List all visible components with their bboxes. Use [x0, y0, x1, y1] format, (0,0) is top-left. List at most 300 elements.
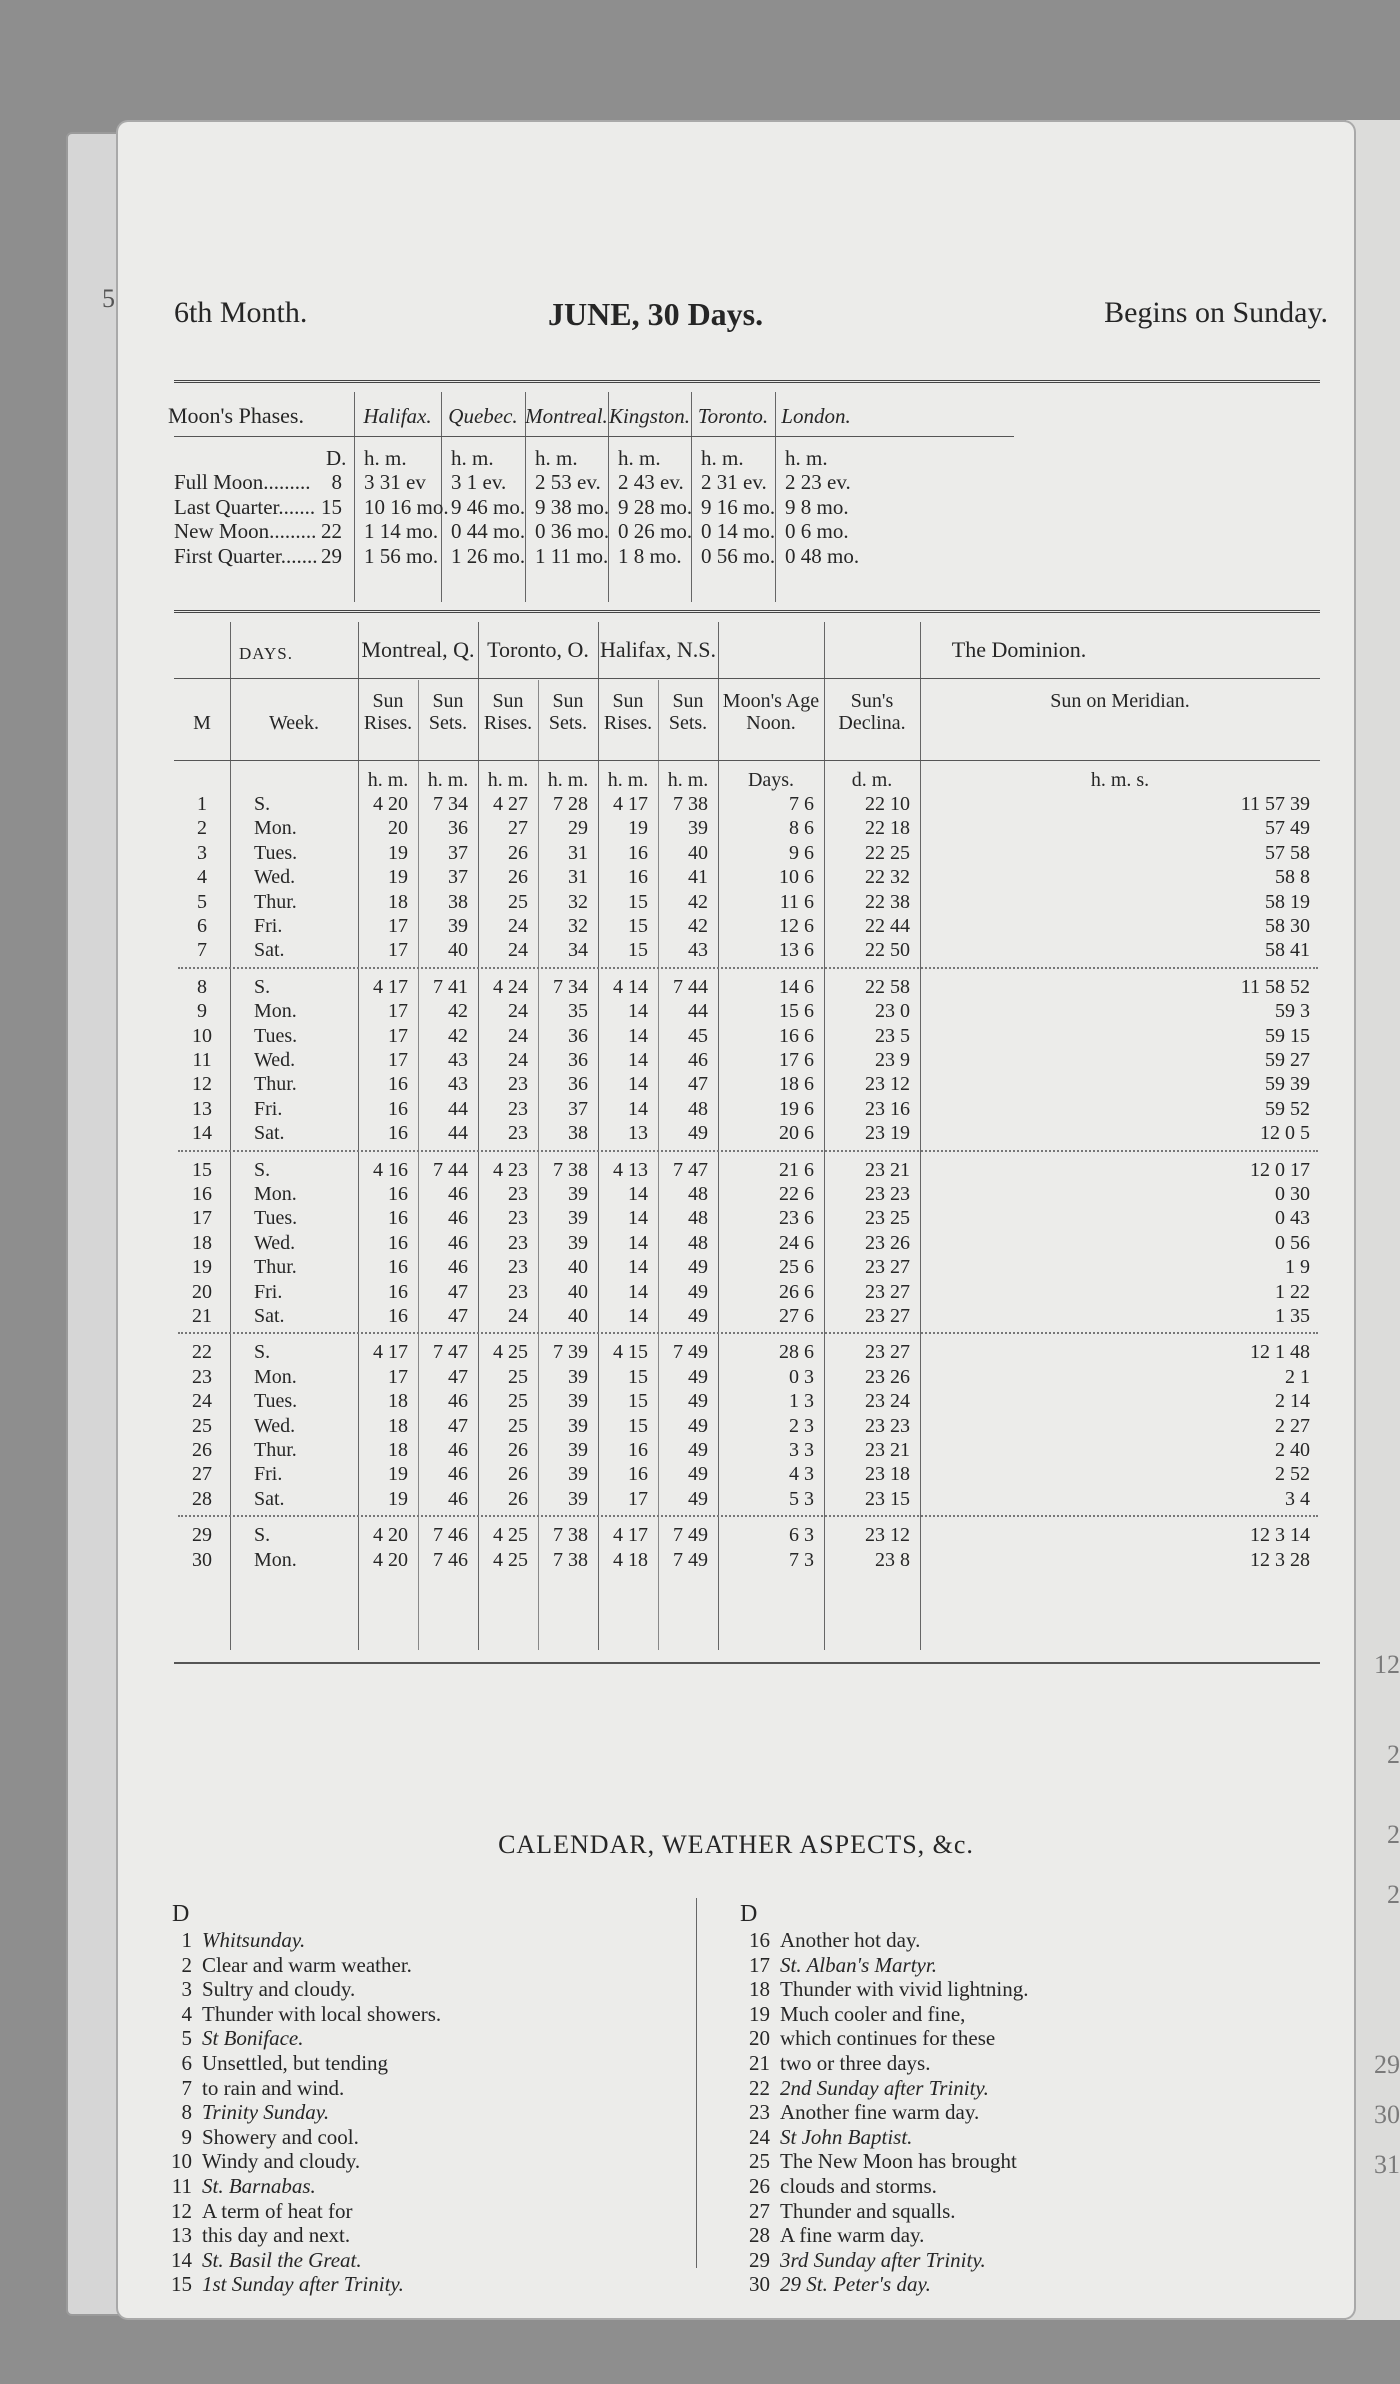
- table-cell: 23 23: [865, 1414, 910, 1437]
- table-cell: 19 6: [779, 1097, 814, 1120]
- calendar-day-number: 29: [749, 2247, 770, 2272]
- table-cell: 39: [688, 817, 708, 840]
- unit-label: h. m.: [667, 769, 709, 791]
- table-cell: 15: [628, 890, 648, 913]
- table-cell: 7 49: [673, 1524, 708, 1547]
- table-cell: 42: [448, 1000, 468, 1023]
- table-cell: 15 6: [779, 1000, 814, 1023]
- phase-time: 1 11 mo.: [535, 543, 609, 568]
- phase-name: Last Quarter.......: [174, 494, 316, 519]
- table-cell: 8 6: [789, 817, 814, 840]
- calendar-note: 3rd Sunday after Trinity.: [780, 2247, 986, 2272]
- week-separator: [178, 1515, 1318, 1517]
- table-cell: 4 17: [613, 793, 648, 815]
- table-cell: 3: [197, 841, 207, 864]
- table-cell: 7 34: [433, 793, 468, 815]
- table-cell: 2 27: [1275, 1414, 1310, 1437]
- days-group-header: DAYS.: [239, 644, 293, 663]
- table-cell: 16: [388, 1073, 408, 1096]
- table-cell: 36: [448, 817, 468, 840]
- city-header: Montreal.: [525, 404, 608, 428]
- table-cell: 46: [448, 1183, 468, 1205]
- unit-label: h. m.: [547, 769, 589, 791]
- table-cell: 14: [628, 1024, 648, 1047]
- table-cell: 14: [628, 1305, 648, 1327]
- column-divider: [696, 1898, 697, 2268]
- city-header: Kingston.: [608, 404, 691, 428]
- table-cell: 14: [628, 1256, 648, 1279]
- table-cell: 25: [508, 1365, 528, 1388]
- table-cell: 6 3: [789, 1524, 814, 1547]
- table-cell: 23 26: [865, 1231, 910, 1254]
- table-cell: 12 3 14: [1250, 1524, 1310, 1547]
- table-cell: 48: [688, 1207, 708, 1230]
- column-header: Sun Sets.: [668, 690, 708, 734]
- table-cell: 42: [688, 915, 708, 937]
- table-cell: 9 6: [789, 841, 814, 864]
- calendar-day-number: 22: [749, 2075, 770, 2100]
- table-cell: 22 25: [865, 841, 910, 864]
- table-cell: 47: [448, 1414, 468, 1437]
- calendar-note: Trinity Sunday.: [202, 2100, 330, 2125]
- table-cell: 14: [628, 1000, 648, 1023]
- calendar-day-number: 16: [749, 1928, 770, 1952]
- table-cell: S.: [254, 793, 271, 815]
- table-cell: 4: [197, 866, 207, 889]
- table-cell: 35: [568, 1000, 588, 1023]
- table-cell: 37: [448, 866, 468, 889]
- margin-number: 2: [1387, 1880, 1400, 1909]
- phase-time: 0 44 mo.: [451, 519, 526, 543]
- table-cell: 1 22: [1275, 1280, 1310, 1303]
- table-cell: Mon.: [254, 1365, 297, 1388]
- table-cell: 46: [688, 1049, 708, 1071]
- table-cell: 24 6: [779, 1231, 814, 1254]
- table-cell: 23 27: [865, 1341, 910, 1364]
- table-cell: 29: [192, 1524, 212, 1547]
- phase-name: New Moon.........: [174, 519, 317, 543]
- calendar-note: St Boniface.: [202, 2026, 304, 2051]
- table-cell: 7 46: [433, 1524, 468, 1547]
- table-cell: 23: [192, 1365, 212, 1388]
- calendar-day-number: 10: [171, 2149, 192, 2174]
- divider: [174, 1662, 1320, 1664]
- phase-time: 0 14 mo.: [701, 519, 776, 543]
- table-cell: 46: [448, 1487, 468, 1510]
- table-cell: 22 58: [865, 975, 910, 998]
- table-cell: 23: [508, 1122, 528, 1145]
- phase-time: 2 53 ev.: [535, 470, 601, 494]
- table-cell: 29: [568, 817, 588, 840]
- table-cell: 25 6: [779, 1256, 814, 1279]
- column-header: Sun Rises.: [603, 690, 653, 734]
- table-cell: Wed.: [254, 1414, 296, 1437]
- hm-label: h. m.: [535, 446, 578, 470]
- table-cell: 46: [448, 1390, 468, 1413]
- table-cell: 7 6: [789, 793, 814, 815]
- calendar-day-number: 14: [171, 2247, 192, 2272]
- table-cell: 7 38: [673, 793, 708, 815]
- table-cell: 12 0 17: [1250, 1158, 1310, 1181]
- table-cell: 43: [448, 1049, 468, 1071]
- table-cell: 59 27: [1265, 1049, 1310, 1071]
- table-cell: 14 6: [779, 975, 814, 998]
- divider: [174, 436, 1014, 437]
- table-cell: Tues.: [254, 1390, 298, 1413]
- table-cell: 15: [628, 1414, 648, 1437]
- phase-day: 22: [321, 519, 342, 543]
- table-cell: 7 47: [433, 1341, 468, 1364]
- table-cell: Tues.: [254, 841, 298, 864]
- calendar-note: 1st Sunday after Trinity.: [202, 2272, 404, 2297]
- table-cell: 43: [448, 1073, 468, 1096]
- table-cell: 25: [508, 1390, 528, 1413]
- phase-time: 0 6 mo.: [785, 519, 849, 543]
- table-cell: 24: [508, 939, 528, 962]
- table-cell: 4 23: [493, 1158, 528, 1181]
- table-cell: 16: [388, 1256, 408, 1279]
- calendar-note: Whitsunday.: [202, 1928, 306, 1952]
- table-cell: 46: [448, 1256, 468, 1279]
- calendar-note: St. Barnabas.: [202, 2174, 316, 2198]
- table-cell: 23 18: [865, 1463, 910, 1486]
- table-cell: 23: [508, 1097, 528, 1120]
- table-cell: 14: [192, 1122, 212, 1145]
- table-cell: 20 6: [779, 1122, 814, 1145]
- week-separator: [178, 1150, 1318, 1152]
- table-cell: 18: [388, 1439, 408, 1461]
- table-cell: 4 20: [373, 793, 408, 815]
- table-cell: 1 35: [1275, 1305, 1310, 1327]
- column-header: Sun Rises.: [363, 690, 413, 734]
- phase-time: 0 36 mo.: [535, 519, 610, 543]
- table-cell: 1 3: [789, 1390, 814, 1413]
- almanac-page: [118, 122, 1354, 2318]
- table-cell: 23: [508, 1207, 528, 1230]
- unit-label: h. m.: [367, 769, 409, 791]
- table-cell: 4 27: [493, 793, 528, 815]
- phase-time: 0 48 mo.: [785, 543, 860, 568]
- table-cell: 57 49: [1265, 817, 1310, 840]
- table-cell: 39: [568, 1365, 588, 1388]
- table-cell: 19: [192, 1256, 212, 1279]
- table-cell: 17: [388, 1365, 408, 1388]
- table-cell: 59 15: [1265, 1024, 1310, 1047]
- table-cell: 3 4: [1285, 1487, 1310, 1510]
- margin-number: 29: [1374, 2050, 1400, 2079]
- calendar-note: Another hot day.: [780, 1928, 921, 1952]
- table-cell: Tues.: [254, 1207, 298, 1230]
- table-cell: Wed.: [254, 1231, 296, 1254]
- table-cell: 39: [568, 1414, 588, 1437]
- table-cell: Sat.: [254, 1487, 285, 1510]
- table-cell: 37: [448, 841, 468, 864]
- table-cell: 22 32: [865, 866, 910, 889]
- table-cell: 7 44: [433, 1158, 468, 1181]
- table-cell: 20: [388, 817, 408, 840]
- table-cell: 17 6: [779, 1049, 814, 1071]
- hm-label: h. m.: [364, 446, 407, 470]
- divider: [174, 760, 1320, 761]
- table-cell: Sat.: [254, 1122, 285, 1145]
- table-cell: 49: [688, 1390, 708, 1413]
- calendar-day-number: 30: [749, 2272, 770, 2297]
- table-cell: 16: [388, 1280, 408, 1303]
- calendar-note: two or three days.: [780, 2051, 931, 2075]
- calendar-day-number: 9: [181, 2124, 192, 2149]
- table-cell: 7 38: [553, 1158, 588, 1181]
- table-cell: 11 57 39: [1240, 793, 1310, 815]
- city-header: Toronto.: [697, 404, 769, 428]
- table-cell: 16: [388, 1122, 408, 1145]
- table-cell: 32: [568, 915, 588, 937]
- phase-time: 9 38 mo.: [535, 494, 610, 519]
- table-cell: 23: [508, 1073, 528, 1096]
- table-cell: 23: [508, 1280, 528, 1303]
- table-cell: 12 3 28: [1250, 1548, 1310, 1571]
- table-cell: 16: [388, 1183, 408, 1205]
- hm-label: h. m.: [618, 446, 661, 470]
- calendar-note: Showery and cool.: [202, 2124, 359, 2149]
- table-cell: 22 44: [865, 915, 910, 937]
- table-cell: 8: [197, 975, 207, 998]
- table-cell: Mon.: [254, 817, 297, 840]
- table-cell: S.: [254, 975, 271, 998]
- calendar-note: Clear and warm weather.: [202, 1952, 412, 1977]
- table-cell: 16: [628, 1439, 648, 1461]
- table-cell: 18: [192, 1231, 212, 1254]
- table-cell: 21: [192, 1305, 212, 1327]
- table-cell: 18 6: [779, 1073, 814, 1096]
- divider: [174, 610, 1320, 613]
- table-cell: 4 25: [493, 1548, 528, 1571]
- table-cell: Mon.: [254, 1183, 297, 1205]
- divider: [174, 678, 1320, 679]
- column-header: Sun Sets.: [548, 690, 588, 734]
- table-cell: 14: [628, 1207, 648, 1230]
- calendar-note: Thunder with vivid lightning.: [780, 1977, 1029, 2002]
- table-cell: Fri.: [254, 915, 283, 937]
- left-page-number: 5: [102, 284, 115, 313]
- calendar-day-number: 26: [749, 2174, 770, 2198]
- calendar-note: Unsettled, but tending: [202, 2051, 389, 2075]
- unit-label: Days.: [747, 769, 795, 791]
- phase-time: 1 56 mo.: [364, 543, 439, 568]
- column-divider: [230, 622, 231, 1650]
- table-cell: 23 25: [865, 1207, 910, 1230]
- table-cell: 39: [568, 1231, 588, 1254]
- table-cell: 28: [192, 1487, 212, 1510]
- phase-name: First Quarter.......: [174, 543, 318, 568]
- table-cell: 4 24: [493, 975, 528, 998]
- column-header: Moon's Age Noon.: [722, 690, 820, 734]
- phase-time: 9 8 mo.: [785, 494, 849, 519]
- table-cell: Wed.: [254, 1049, 296, 1071]
- table-cell: 12 0 5: [1260, 1122, 1310, 1145]
- table-cell: 0 3: [789, 1365, 814, 1388]
- table-cell: 6: [197, 915, 207, 937]
- table-cell: 59 52: [1265, 1097, 1310, 1120]
- week-separator: [178, 967, 1318, 969]
- phase-time: 0 56 mo.: [701, 543, 776, 568]
- calendar-title: CALENDAR, WEATHER ASPECTS, &c.: [498, 1830, 974, 1859]
- table-cell: 7: [197, 939, 207, 962]
- table-cell: 23 6: [779, 1207, 814, 1230]
- table-cell: 15: [628, 939, 648, 962]
- table-cell: 2 14: [1275, 1390, 1310, 1413]
- table-cell: 44: [448, 1122, 468, 1145]
- calendar-day-number: 11: [171, 2174, 192, 2198]
- unit-label: h. m.: [427, 769, 469, 791]
- calendar-day-number: 13: [171, 2223, 192, 2248]
- city-header: London.: [781, 404, 851, 428]
- table-cell: 49: [688, 1305, 708, 1327]
- table-cell: Mon.: [254, 1548, 297, 1571]
- table-cell: 2: [197, 817, 207, 840]
- table-cell: 4 18: [613, 1548, 648, 1571]
- table-cell: 15: [628, 1365, 648, 1388]
- table-cell: 12 6: [779, 915, 814, 937]
- table-cell: 46: [448, 1463, 468, 1486]
- table-cell: 49: [688, 1365, 708, 1388]
- calendar-note: clouds and storms.: [780, 2174, 937, 2198]
- table-cell: 23 5: [875, 1024, 910, 1047]
- table-cell: Fri.: [254, 1097, 283, 1120]
- calendar-day-number: 7: [181, 2075, 192, 2100]
- table-cell: 38: [448, 890, 468, 913]
- table-cell: 44: [688, 1000, 708, 1023]
- moon-phases-title: Moon's Phases.: [168, 403, 304, 428]
- calendar-day-number: 21: [749, 2051, 770, 2075]
- calendar-day-number: 27: [749, 2198, 770, 2223]
- table-cell: 23 21: [865, 1158, 910, 1181]
- table-cell: 23: [508, 1231, 528, 1254]
- table-cell: 23 8: [875, 1548, 910, 1571]
- calendar-note: to rain and wind.: [202, 2075, 345, 2100]
- margin-number: 30: [1374, 2100, 1400, 2129]
- table-cell: 24: [508, 915, 528, 937]
- calendar-day-number: 19: [749, 2001, 770, 2026]
- table-cell: 48: [688, 1183, 708, 1205]
- table-cell: 15: [192, 1158, 212, 1181]
- hm-label: h. m.: [785, 446, 828, 470]
- table-cell: 4 20: [373, 1524, 408, 1547]
- table-cell: 45: [688, 1024, 708, 1047]
- table-cell: Tues.: [254, 1024, 298, 1047]
- phase-day: 8: [331, 470, 342, 494]
- table-cell: 16: [628, 866, 648, 889]
- table-cell: 49: [688, 1256, 708, 1279]
- calendar-note: this day and next.: [202, 2223, 351, 2248]
- table-cell: 14: [628, 1183, 648, 1205]
- phase-time: 2 43 ev.: [618, 470, 684, 494]
- table-cell: 24: [192, 1390, 212, 1413]
- calendar-note: St. Alban's Martyr.: [780, 1952, 937, 1977]
- calendar-day-number: 4: [181, 2001, 192, 2026]
- table-cell: 28 6: [779, 1341, 814, 1364]
- table-cell: Thur.: [254, 1439, 297, 1461]
- table-cell: 22: [192, 1341, 212, 1364]
- phase-time: 9 28 mo.: [618, 494, 693, 519]
- table-cell: 7 49: [673, 1548, 708, 1571]
- table-cell: S.: [254, 1341, 271, 1364]
- table-cell: 36: [568, 1073, 588, 1096]
- calendar-day-number: 3: [181, 1977, 192, 2002]
- calendar-note: Thunder with local showers.: [202, 2001, 442, 2026]
- table-cell: 23 0: [875, 1000, 910, 1023]
- phase-day: 29: [321, 543, 342, 568]
- table-cell: 11 6: [779, 890, 814, 913]
- table-cell: 23 12: [865, 1524, 910, 1547]
- calendar-day-number: 5: [181, 2026, 192, 2051]
- unit-label: d. m.: [851, 769, 893, 791]
- table-cell: 27: [508, 817, 528, 840]
- table-cell: 24: [508, 1000, 528, 1023]
- phase-name: Full Moon.........: [174, 470, 311, 494]
- table-cell: 4 20: [373, 1548, 408, 1571]
- table-cell: 4 17: [613, 1524, 648, 1547]
- phase-time: 3 31 ev: [364, 470, 426, 494]
- calendar-note: The New Moon has brought: [780, 2149, 1017, 2174]
- table-cell: 4 3: [789, 1463, 814, 1486]
- calendar-day-number: 18: [749, 1977, 770, 2002]
- table-cell: S.: [254, 1158, 271, 1181]
- table-cell: 42: [688, 890, 708, 913]
- calendar-note: A term of heat for: [202, 2198, 353, 2223]
- table-cell: 39: [568, 1487, 588, 1510]
- table-cell: 42: [448, 1024, 468, 1047]
- table-cell: 47: [688, 1073, 708, 1096]
- margin-number: 2: [1387, 1740, 1400, 1769]
- table-cell: 4 13: [613, 1158, 648, 1181]
- unit-label: h. m.: [607, 769, 649, 791]
- table-cell: 3 3: [789, 1439, 814, 1461]
- group-header: Toronto, O.: [487, 637, 589, 662]
- table-cell: Fri.: [254, 1463, 283, 1486]
- table-cell: 43: [688, 939, 708, 962]
- table-cell: 59 3: [1275, 1000, 1310, 1023]
- table-cell: 46: [448, 1231, 468, 1254]
- table-cell: 18: [388, 1390, 408, 1413]
- month-number: 6th Month.: [174, 296, 308, 329]
- table-cell: 31: [568, 866, 588, 889]
- group-header: Montreal, Q.: [361, 637, 475, 662]
- calendar-day-number: 12: [171, 2198, 192, 2223]
- table-cell: 16: [388, 1305, 408, 1327]
- table-cell: 16: [388, 1207, 408, 1230]
- table-cell: 59 39: [1265, 1073, 1310, 1096]
- table-cell: 7 38: [553, 1524, 588, 1547]
- table-cell: 49: [688, 1439, 708, 1461]
- table-cell: 4 16: [373, 1158, 408, 1181]
- table-cell: 15: [628, 1390, 648, 1413]
- column-header: Sun Rises.: [483, 690, 533, 734]
- table-cell: 13 6: [779, 939, 814, 962]
- table-cell: 26 6: [779, 1280, 814, 1303]
- column-header: Sun Sets.: [428, 690, 468, 734]
- table-cell: 19: [388, 866, 408, 889]
- calendar-note: Thunder and squalls.: [780, 2198, 956, 2223]
- table-cell: 7 34: [553, 975, 588, 998]
- city-header: Halifax.: [363, 404, 432, 428]
- table-cell: 49: [688, 1463, 708, 1486]
- column-header: Sun's Declina.: [838, 690, 906, 734]
- unit-label: h. m.: [487, 769, 529, 791]
- table-cell: 23 16: [865, 1097, 910, 1120]
- table-cell: 4 17: [373, 975, 408, 998]
- table-cell: 22 18: [865, 817, 910, 840]
- table-cell: 5 3: [789, 1487, 814, 1510]
